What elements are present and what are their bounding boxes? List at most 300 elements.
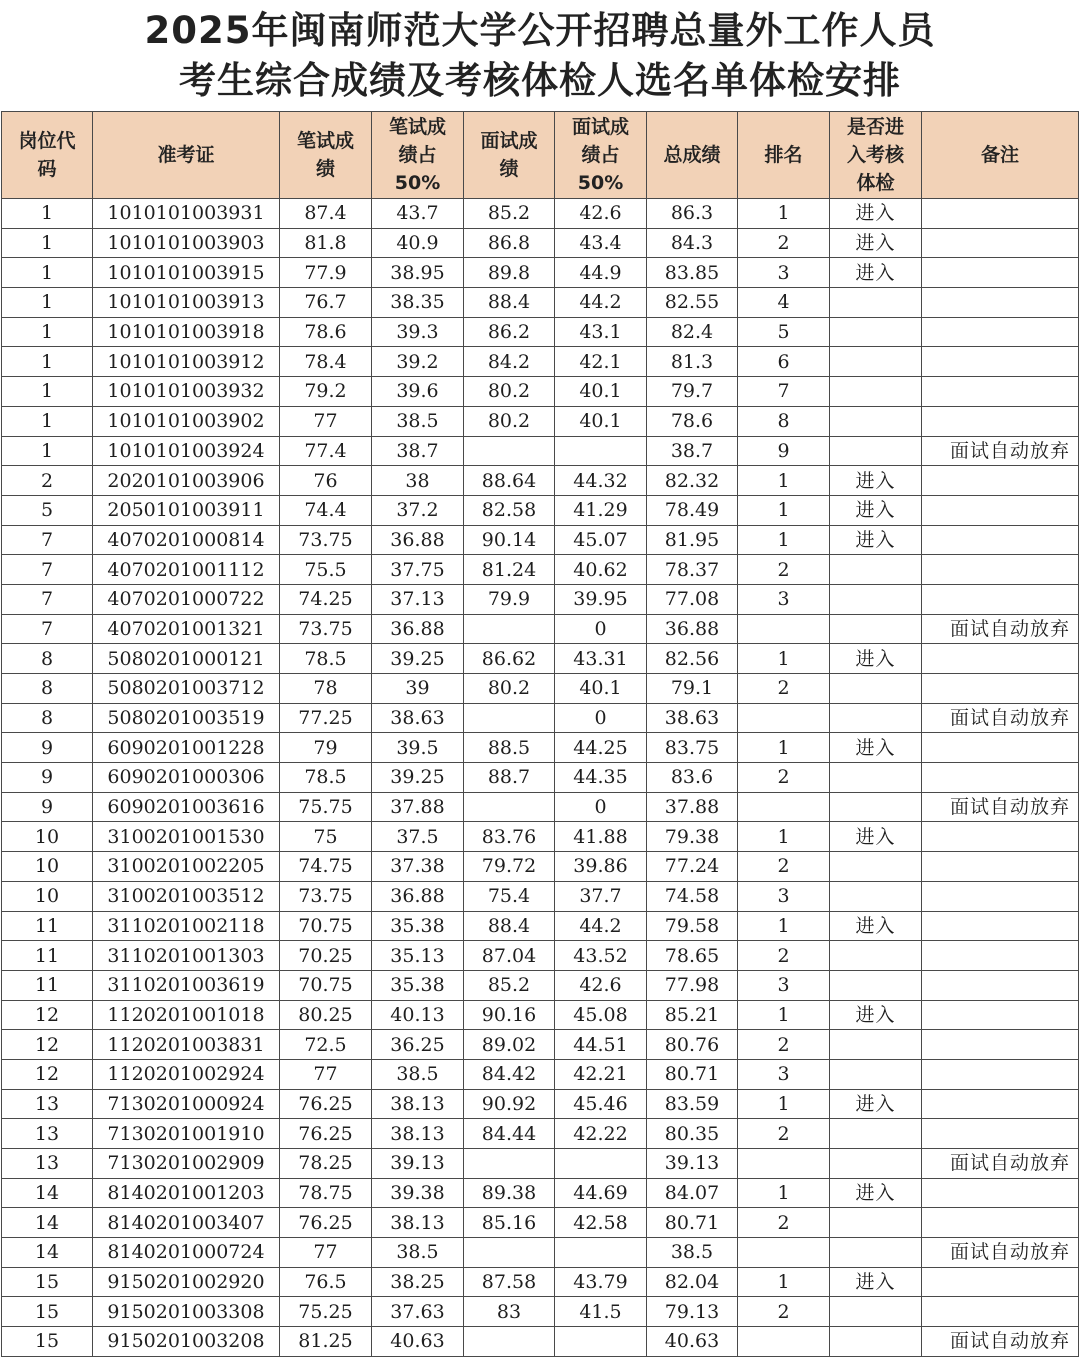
- cell-enter: [830, 703, 922, 733]
- cell-interview-50: [555, 436, 647, 466]
- header-interview-50: 面试成 绩占 50%: [555, 112, 647, 199]
- table-row: [2, 1000, 1079, 1030]
- cell-written-50: 37.2: [372, 495, 464, 525]
- cell-interview-50: 39.86: [555, 852, 647, 882]
- cell-rank: 2: [738, 1297, 830, 1327]
- cell-exam-id: 7130201000924: [93, 1089, 280, 1119]
- table-row: [2, 525, 1079, 555]
- scores-table: [1, 111, 1079, 1357]
- cell-post-code: 1: [2, 288, 93, 318]
- cell-interview-50: 42.1: [555, 347, 647, 377]
- cell-interview-50: 0: [555, 703, 647, 733]
- cell-interview-50: 44.9: [555, 258, 647, 288]
- cell-rank: 1: [738, 733, 830, 763]
- cell-total: 80.76: [647, 1030, 738, 1060]
- cell-post-code: 14: [2, 1208, 93, 1238]
- cell-written-score: 87.4: [280, 199, 372, 229]
- cell-written-score: 74.4: [280, 495, 372, 525]
- cell-interview-50: [555, 1238, 647, 1268]
- cell-exam-id: 1010101003903: [93, 228, 280, 258]
- cell-total: 86.3: [647, 199, 738, 229]
- cell-remark: 面试自动放弃: [922, 436, 1079, 466]
- cell-interview-50: 42.6: [555, 199, 647, 229]
- cell-total: 79.58: [647, 911, 738, 941]
- cell-remark: [922, 584, 1079, 614]
- cell-remark: [922, 288, 1079, 318]
- cell-interview-50: 44.2: [555, 911, 647, 941]
- table-row: [2, 317, 1079, 347]
- cell-rank: 1: [738, 495, 830, 525]
- header-post-code: 岗位代 码: [2, 112, 93, 199]
- cell-remark: 面试自动放弃: [922, 1149, 1079, 1179]
- cell-written-50: 37.75: [372, 555, 464, 585]
- cell-interview-50: 39.95: [555, 584, 647, 614]
- table-row: [2, 288, 1079, 318]
- cell-rank: 1: [738, 1000, 830, 1030]
- table-body: [2, 199, 1079, 1357]
- cell-written-score: 73.75: [280, 525, 372, 555]
- cell-written-50: 40.9: [372, 228, 464, 258]
- cell-interview-score: 83: [464, 1297, 555, 1327]
- cell-written-50: 36.88: [372, 614, 464, 644]
- cell-written-50: 37.13: [372, 584, 464, 614]
- table-row: [2, 1238, 1079, 1268]
- cell-interview-50: 44.69: [555, 1178, 647, 1208]
- cell-rank: 7: [738, 377, 830, 407]
- cell-remark: [922, 941, 1079, 971]
- cell-interview-score: [464, 614, 555, 644]
- cell-rank: 2: [738, 674, 830, 704]
- cell-enter: 进入: [830, 1000, 922, 1030]
- cell-enter: [830, 1059, 922, 1089]
- cell-exam-id: 5080201003712: [93, 674, 280, 704]
- table-row: [2, 258, 1079, 288]
- cell-enter: 进入: [830, 199, 922, 229]
- cell-rank: [738, 792, 830, 822]
- cell-interview-score: 84.2: [464, 347, 555, 377]
- cell-interview-50: 43.52: [555, 941, 647, 971]
- cell-remark: [922, 1208, 1079, 1238]
- cell-interview-50: 44.35: [555, 763, 647, 793]
- cell-total: 82.4: [647, 317, 738, 347]
- cell-enter: [830, 1327, 922, 1357]
- cell-total: 38.7: [647, 436, 738, 466]
- cell-post-code: 1: [2, 406, 93, 436]
- cell-written-50: 37.5: [372, 822, 464, 852]
- cell-total: 79.1: [647, 674, 738, 704]
- cell-exam-id: 3100201002205: [93, 852, 280, 882]
- cell-remark: [922, 495, 1079, 525]
- cell-exam-id: 6090201001228: [93, 733, 280, 763]
- cell-enter: 进入: [830, 1178, 922, 1208]
- cell-interview-50: 40.1: [555, 406, 647, 436]
- table-row: [2, 347, 1079, 377]
- cell-interview-50: 43.1: [555, 317, 647, 347]
- table-row: [2, 1149, 1079, 1179]
- cell-interview-score: 89.8: [464, 258, 555, 288]
- cell-rank: 3: [738, 1059, 830, 1089]
- cell-exam-id: 9150201003208: [93, 1327, 280, 1357]
- cell-enter: [830, 1208, 922, 1238]
- cell-exam-id: 1010101003918: [93, 317, 280, 347]
- header-written-score: 笔试成 绩: [280, 112, 372, 199]
- cell-written-score: 77.4: [280, 436, 372, 466]
- cell-exam-id: 5080201000121: [93, 644, 280, 674]
- header-written-50: 笔试成 绩占 50%: [372, 112, 464, 199]
- cell-total: 80.71: [647, 1208, 738, 1238]
- cell-written-score: 70.75: [280, 970, 372, 1000]
- cell-written-50: 35.38: [372, 911, 464, 941]
- cell-rank: 1: [738, 466, 830, 496]
- header-total: 总成绩: [647, 112, 738, 199]
- cell-enter: [830, 674, 922, 704]
- cell-interview-50: 40.62: [555, 555, 647, 585]
- cell-remark: [922, 970, 1079, 1000]
- table-row: [2, 1059, 1079, 1089]
- cell-enter: [830, 881, 922, 911]
- header-rank: 排名: [738, 112, 830, 199]
- cell-rank: 2: [738, 852, 830, 882]
- cell-written-50: 38.5: [372, 1059, 464, 1089]
- cell-written-score: 76.25: [280, 1119, 372, 1149]
- cell-total: 78.6: [647, 406, 738, 436]
- cell-exam-id: 1120201001018: [93, 1000, 280, 1030]
- cell-written-50: 43.7: [372, 199, 464, 229]
- cell-total: 80.35: [647, 1119, 738, 1149]
- cell-exam-id: 1010101003902: [93, 406, 280, 436]
- cell-written-50: 37.38: [372, 852, 464, 882]
- cell-rank: [738, 1238, 830, 1268]
- cell-enter: [830, 970, 922, 1000]
- cell-total: 83.59: [647, 1089, 738, 1119]
- cell-rank: 1: [738, 1267, 830, 1297]
- cell-interview-50: 41.5: [555, 1297, 647, 1327]
- table-row: [2, 1327, 1079, 1357]
- table-row: [2, 792, 1079, 822]
- cell-rank: 3: [738, 970, 830, 1000]
- cell-written-50: 36.88: [372, 525, 464, 555]
- cell-exam-id: 9150201002920: [93, 1267, 280, 1297]
- cell-exam-id: 1120201003831: [93, 1030, 280, 1060]
- cell-interview-score: 80.2: [464, 406, 555, 436]
- cell-remark: [922, 228, 1079, 258]
- cell-total: 39.13: [647, 1149, 738, 1179]
- cell-exam-id: 9150201003308: [93, 1297, 280, 1327]
- cell-post-code: 14: [2, 1178, 93, 1208]
- table-row: [2, 674, 1079, 704]
- cell-interview-score: 89.38: [464, 1178, 555, 1208]
- cell-remark: [922, 466, 1079, 496]
- cell-exam-id: 6090201000306: [93, 763, 280, 793]
- cell-post-code: 7: [2, 555, 93, 585]
- cell-interview-score: 88.64: [464, 466, 555, 496]
- cell-exam-id: 1010101003913: [93, 288, 280, 318]
- cell-exam-id: 7130201002909: [93, 1149, 280, 1179]
- cell-interview-50: 45.07: [555, 525, 647, 555]
- cell-enter: [830, 1149, 922, 1179]
- cell-written-50: 39.13: [372, 1149, 464, 1179]
- cell-post-code: 1: [2, 317, 93, 347]
- cell-written-50: 39.25: [372, 763, 464, 793]
- cell-total: 82.55: [647, 288, 738, 318]
- cell-total: 78.37: [647, 555, 738, 585]
- cell-written-score: 76.25: [280, 1208, 372, 1238]
- cell-enter: 进入: [830, 466, 922, 496]
- cell-exam-id: 4070201000722: [93, 584, 280, 614]
- cell-enter: [830, 1297, 922, 1327]
- cell-exam-id: 1010101003924: [93, 436, 280, 466]
- cell-enter: 进入: [830, 733, 922, 763]
- cell-total: 82.32: [647, 466, 738, 496]
- cell-exam-id: 1010101003931: [93, 199, 280, 229]
- cell-written-score: 70.75: [280, 911, 372, 941]
- cell-enter: [830, 584, 922, 614]
- cell-total: 83.75: [647, 733, 738, 763]
- cell-interview-50: 44.25: [555, 733, 647, 763]
- cell-interview-score: [464, 436, 555, 466]
- cell-enter: [830, 941, 922, 971]
- table-row: [2, 466, 1079, 496]
- cell-remark: [922, 911, 1079, 941]
- cell-rank: 1: [738, 822, 830, 852]
- cell-interview-score: 88.4: [464, 911, 555, 941]
- cell-enter: [830, 852, 922, 882]
- cell-total: 78.65: [647, 941, 738, 971]
- cell-rank: 1: [738, 644, 830, 674]
- cell-remark: [922, 1119, 1079, 1149]
- cell-interview-score: [464, 1149, 555, 1179]
- cell-written-50: 38.7: [372, 436, 464, 466]
- cell-exam-id: 3100201003512: [93, 881, 280, 911]
- cell-written-50: 37.88: [372, 792, 464, 822]
- cell-written-50: 35.38: [372, 970, 464, 1000]
- cell-written-score: 76.25: [280, 1089, 372, 1119]
- cell-interview-score: 85.2: [464, 199, 555, 229]
- cell-rank: 4: [738, 288, 830, 318]
- cell-interview-score: 80.2: [464, 674, 555, 704]
- cell-total: 79.38: [647, 822, 738, 852]
- cell-interview-score: 86.62: [464, 644, 555, 674]
- cell-remark: [922, 852, 1079, 882]
- cell-total: 82.56: [647, 644, 738, 674]
- cell-enter: [830, 406, 922, 436]
- cell-interview-50: 44.32: [555, 466, 647, 496]
- cell-written-50: 39: [372, 674, 464, 704]
- document-title: [0, 6, 1080, 106]
- cell-interview-score: 85.16: [464, 1208, 555, 1238]
- cell-total: 77.24: [647, 852, 738, 882]
- cell-remark: 面试自动放弃: [922, 1327, 1079, 1357]
- cell-interview-score: [464, 703, 555, 733]
- cell-remark: [922, 406, 1079, 436]
- cell-post-code: 1: [2, 228, 93, 258]
- cell-written-score: 78.5: [280, 644, 372, 674]
- header-remark: 备注: [922, 112, 1079, 199]
- cell-remark: [922, 525, 1079, 555]
- table-row: [2, 763, 1079, 793]
- cell-written-score: 75.25: [280, 1297, 372, 1327]
- table-row: [2, 644, 1079, 674]
- cell-written-score: 75: [280, 822, 372, 852]
- cell-exam-id: 1010101003912: [93, 347, 280, 377]
- cell-post-code: 11: [2, 911, 93, 941]
- cell-written-50: 39.38: [372, 1178, 464, 1208]
- table-row: [2, 555, 1079, 585]
- cell-rank: [738, 703, 830, 733]
- table-header-row: [2, 112, 1079, 199]
- cell-total: 82.04: [647, 1267, 738, 1297]
- header-interview-score: 面试成 绩: [464, 112, 555, 199]
- cell-total: 85.21: [647, 1000, 738, 1030]
- header-enter: 是否进 入考核 体检: [830, 112, 922, 199]
- cell-enter: [830, 792, 922, 822]
- cell-written-50: 38: [372, 466, 464, 496]
- cell-written-50: 39.5: [372, 733, 464, 763]
- cell-interview-score: [464, 1327, 555, 1357]
- cell-interview-score: 90.16: [464, 1000, 555, 1030]
- cell-remark: [922, 377, 1079, 407]
- cell-written-score: 80.25: [280, 1000, 372, 1030]
- cell-post-code: 5: [2, 495, 93, 525]
- cell-rank: 1: [738, 1178, 830, 1208]
- cell-written-score: 81.8: [280, 228, 372, 258]
- cell-rank: 2: [738, 763, 830, 793]
- cell-post-code: 1: [2, 377, 93, 407]
- cell-post-code: 8: [2, 703, 93, 733]
- cell-rank: [738, 614, 830, 644]
- cell-post-code: 9: [2, 733, 93, 763]
- cell-written-50: 38.13: [372, 1208, 464, 1238]
- table-row: [2, 1208, 1079, 1238]
- cell-post-code: 2: [2, 466, 93, 496]
- cell-exam-id: 1010101003915: [93, 258, 280, 288]
- cell-written-score: 78.5: [280, 763, 372, 793]
- cell-interview-score: [464, 1238, 555, 1268]
- cell-written-score: 78.75: [280, 1178, 372, 1208]
- cell-exam-id: 2020101003906: [93, 466, 280, 496]
- cell-exam-id: 1120201002924: [93, 1059, 280, 1089]
- cell-remark: [922, 1030, 1079, 1060]
- cell-total: 81.3: [647, 347, 738, 377]
- cell-total: 80.71: [647, 1059, 738, 1089]
- cell-written-score: 77: [280, 1238, 372, 1268]
- cell-enter: [830, 347, 922, 377]
- cell-exam-id: 3100201001530: [93, 822, 280, 852]
- cell-post-code: 15: [2, 1267, 93, 1297]
- cell-interview-50: 42.6: [555, 970, 647, 1000]
- table-row: [2, 1030, 1079, 1060]
- cell-remark: 面试自动放弃: [922, 614, 1079, 644]
- cell-post-code: 13: [2, 1119, 93, 1149]
- cell-post-code: 13: [2, 1149, 93, 1179]
- cell-total: 79.13: [647, 1297, 738, 1327]
- cell-interview-score: 84.44: [464, 1119, 555, 1149]
- cell-rank: 1: [738, 199, 830, 229]
- table-row: [2, 703, 1079, 733]
- cell-interview-score: 90.92: [464, 1089, 555, 1119]
- cell-written-score: 77: [280, 406, 372, 436]
- cell-rank: 3: [738, 881, 830, 911]
- cell-remark: [922, 555, 1079, 585]
- cell-written-50: 38.5: [372, 406, 464, 436]
- cell-written-score: 73.75: [280, 614, 372, 644]
- table-row: [2, 1267, 1079, 1297]
- cell-written-50: 40.13: [372, 1000, 464, 1030]
- cell-enter: [830, 1030, 922, 1060]
- cell-written-score: 76.5: [280, 1267, 372, 1297]
- cell-exam-id: 6090201003616: [93, 792, 280, 822]
- cell-written-50: 36.88: [372, 881, 464, 911]
- cell-interview-score: 88.4: [464, 288, 555, 318]
- cell-interview-50: [555, 1327, 647, 1357]
- table-row: [2, 406, 1079, 436]
- cell-exam-id: 8140201003407: [93, 1208, 280, 1238]
- cell-written-50: 39.2: [372, 347, 464, 377]
- cell-interview-50: 0: [555, 614, 647, 644]
- cell-rank: [738, 1149, 830, 1179]
- cell-rank: 2: [738, 555, 830, 585]
- cell-post-code: 1: [2, 199, 93, 229]
- table-row: [2, 436, 1079, 466]
- cell-written-50: 38.5: [372, 1238, 464, 1268]
- cell-enter: [830, 614, 922, 644]
- table-row: [2, 970, 1079, 1000]
- cell-remark: [922, 199, 1079, 229]
- cell-post-code: 12: [2, 1059, 93, 1089]
- cell-written-50: 40.63: [372, 1327, 464, 1357]
- cell-rank: 2: [738, 228, 830, 258]
- cell-interview-score: 86.8: [464, 228, 555, 258]
- cell-interview-score: 87.58: [464, 1267, 555, 1297]
- cell-written-50: 36.25: [372, 1030, 464, 1060]
- cell-post-code: 10: [2, 881, 93, 911]
- cell-remark: [922, 881, 1079, 911]
- cell-written-score: 78.6: [280, 317, 372, 347]
- cell-remark: [922, 644, 1079, 674]
- cell-remark: [922, 1000, 1079, 1030]
- cell-written-50: 39.3: [372, 317, 464, 347]
- cell-interview-50: 40.1: [555, 674, 647, 704]
- cell-post-code: 1: [2, 436, 93, 466]
- cell-interview-score: 88.5: [464, 733, 555, 763]
- cell-enter: 进入: [830, 1089, 922, 1119]
- cell-rank: 6: [738, 347, 830, 377]
- cell-interview-50: 37.7: [555, 881, 647, 911]
- cell-remark: [922, 1267, 1079, 1297]
- cell-rank: 9: [738, 436, 830, 466]
- table-row: [2, 199, 1079, 229]
- cell-interview-50: 44.51: [555, 1030, 647, 1060]
- cell-written-score: 70.25: [280, 941, 372, 971]
- cell-remark: [922, 258, 1079, 288]
- cell-enter: 进入: [830, 525, 922, 555]
- cell-remark: [922, 317, 1079, 347]
- cell-rank: 2: [738, 941, 830, 971]
- cell-interview-50: 45.08: [555, 1000, 647, 1030]
- cell-written-50: 38.63: [372, 703, 464, 733]
- cell-remark: [922, 733, 1079, 763]
- table-row: [2, 881, 1079, 911]
- cell-rank: 1: [738, 525, 830, 555]
- cell-interview-score: 90.14: [464, 525, 555, 555]
- cell-remark: [922, 1059, 1079, 1089]
- cell-enter: [830, 288, 922, 318]
- cell-interview-50: 41.29: [555, 495, 647, 525]
- cell-enter: 进入: [830, 822, 922, 852]
- cell-written-score: 76: [280, 466, 372, 496]
- cell-post-code: 12: [2, 1030, 93, 1060]
- cell-interview-score: 88.7: [464, 763, 555, 793]
